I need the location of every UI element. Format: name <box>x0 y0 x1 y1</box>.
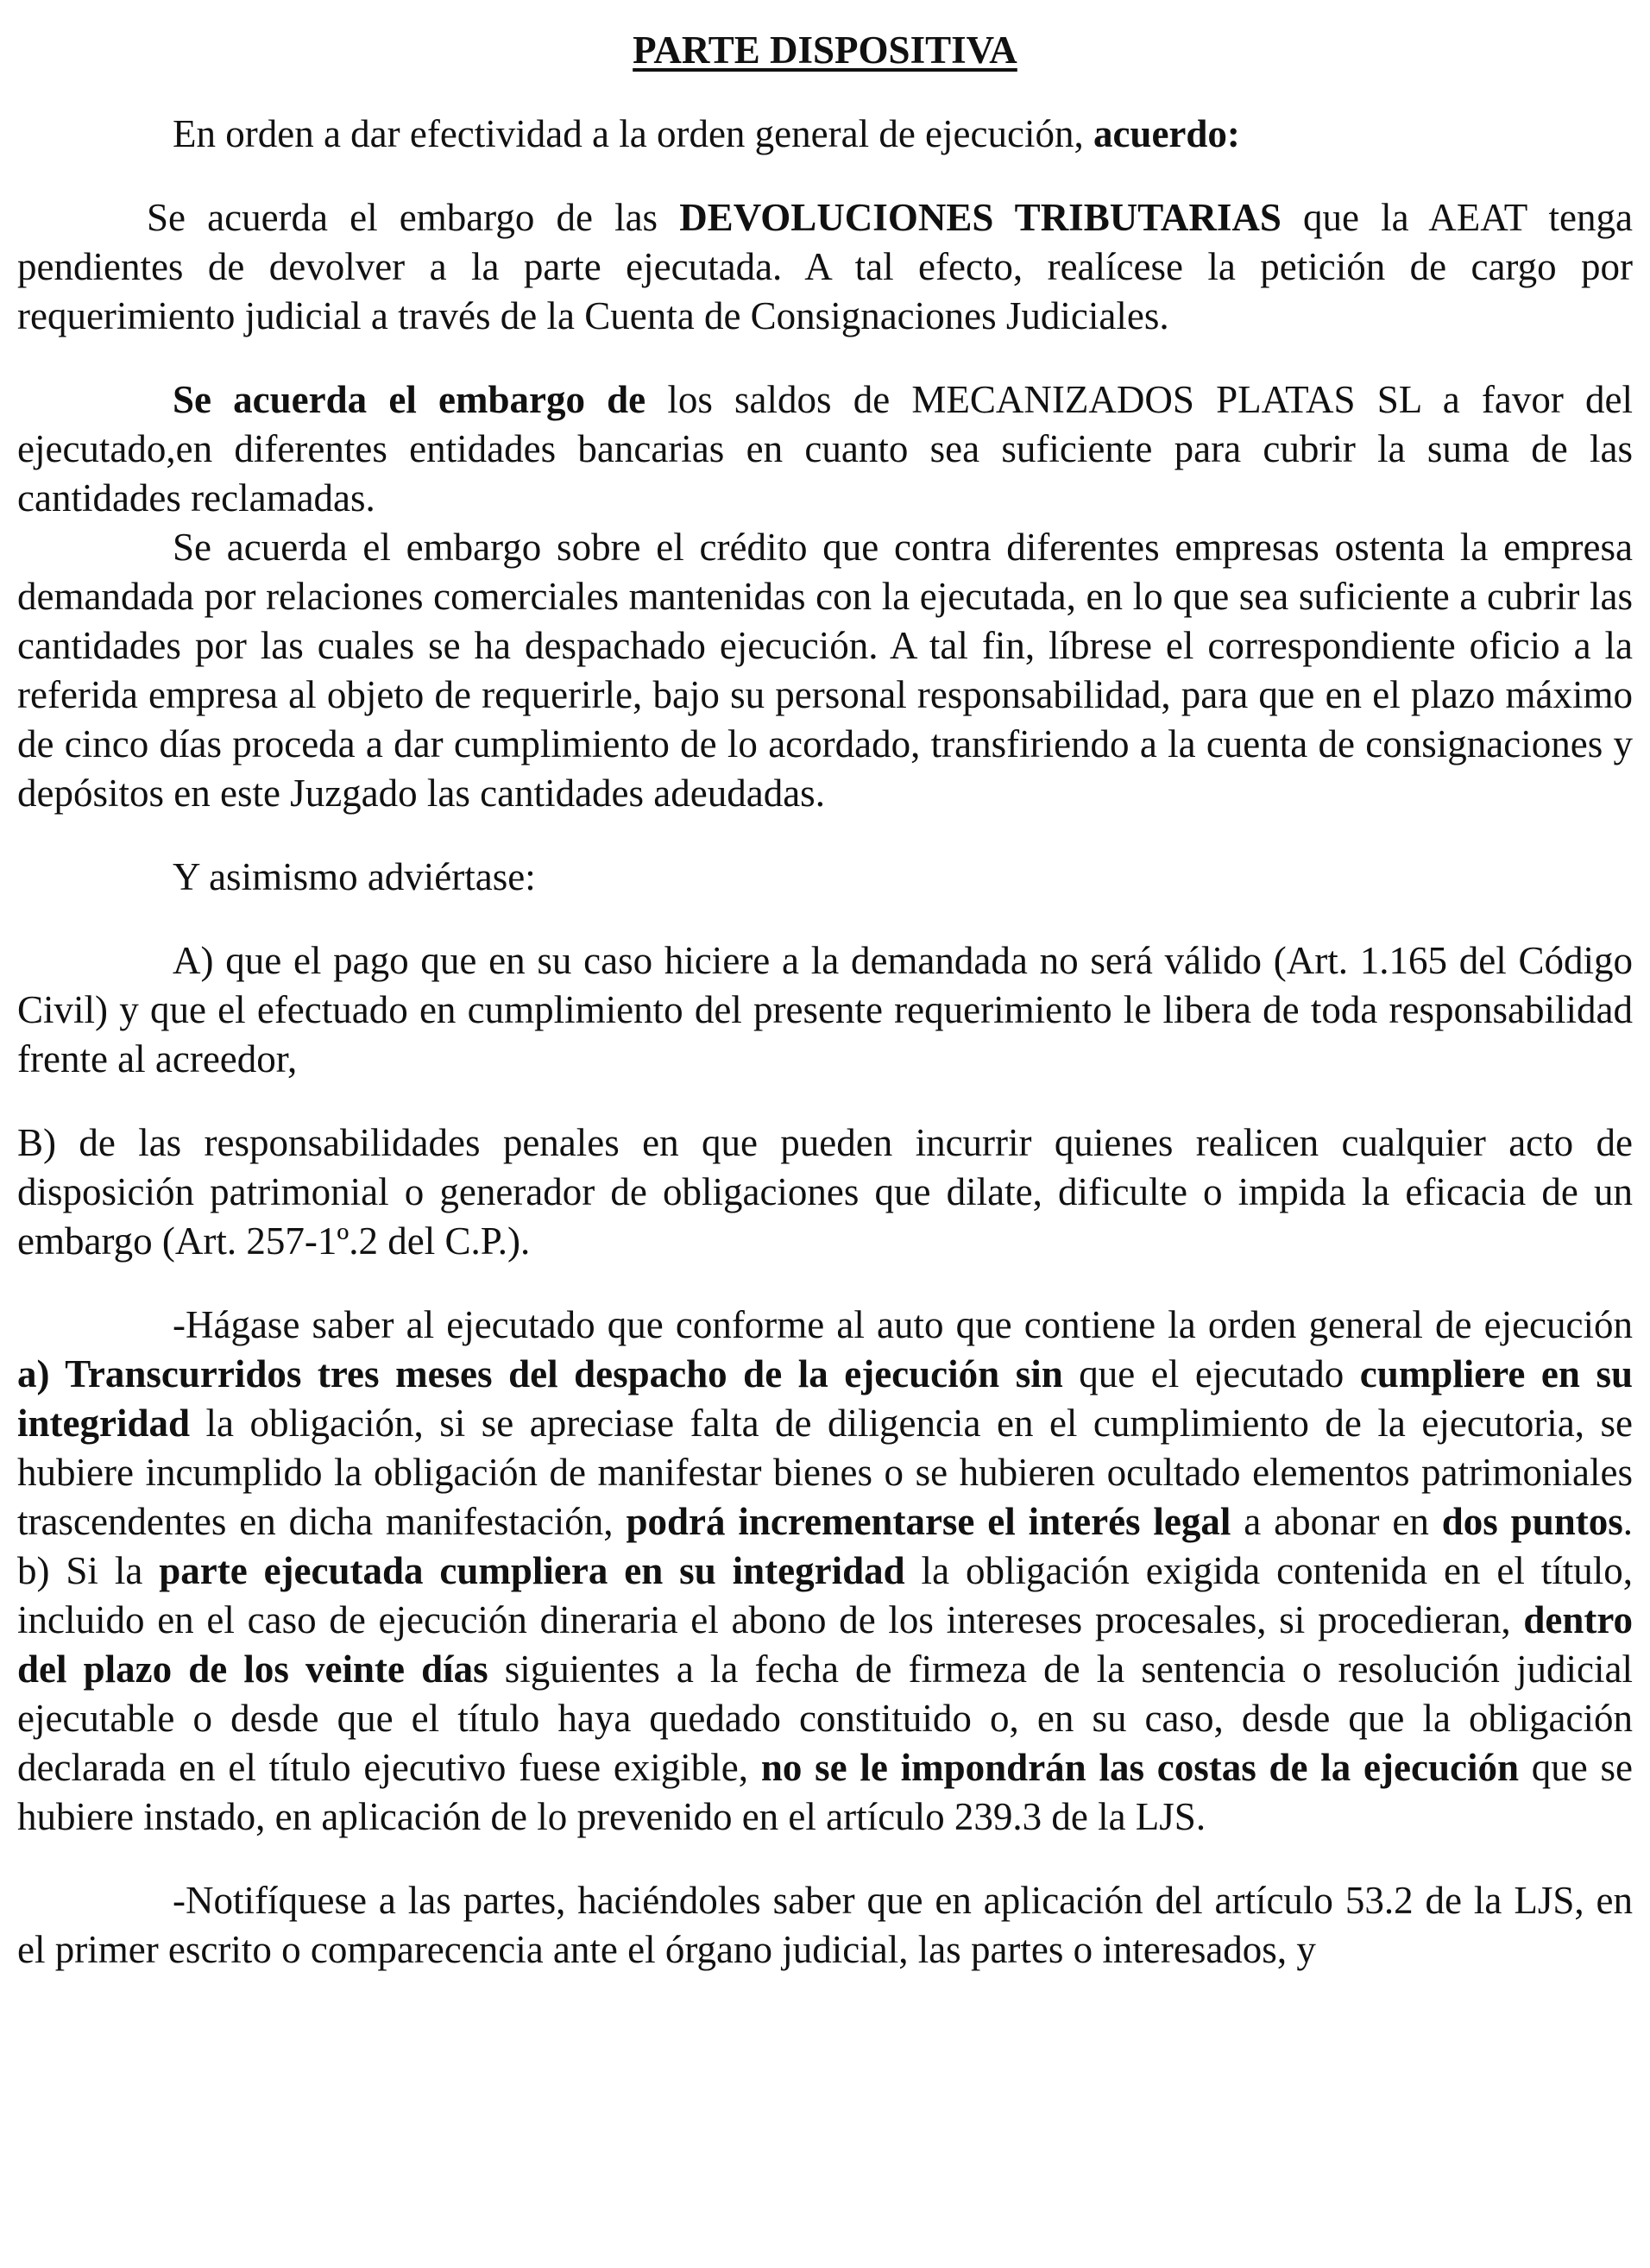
section-title: PARTE DISPOSITIVA <box>633 28 1017 72</box>
paragraph-hagase-saber <box>17 1301 1633 1842</box>
paragraph-text: -Hágase saber al ejecutado que conforme al auto que contiene la orden general de ejecución <box>173 1303 1633 1346</box>
paragraph-text: que se hubiere instado, en aplicación de lo prevenido en el artículo 239.3 de la LJS. <box>17 1746 1634 1838</box>
bold-text: dos puntos <box>1441 1500 1623 1543</box>
bold-text: Se acuerda el embargo de <box>173 378 646 421</box>
paragraph-devoluciones <box>17 193 1633 341</box>
paragraph-acuerdo <box>17 110 1633 159</box>
paragraph-notifiquese: -Notifíquese a las partes, haciéndoles saber que en aplicación del artículo 53.2 de la LJS, en el primer escrito o comparecencia ante el órgano judicial, las partes o interesados, y <box>17 1879 1633 1971</box>
paragraph-text: que la AEAT tenga pendientes de devolver a la parte ejecutada. A tal efecto, realícese la petición de cargo por requerimiento judicial a través de la Cuenta de Consignaciones Judiciales. <box>17 196 1634 337</box>
paragraph-saldos <box>17 375 1633 523</box>
paragraph-text: que el ejecutado <box>1062 1352 1360 1395</box>
paragraph-a: A) que el pago que en su caso hiciere a la demandada no será válido (Art. 1.165 del Código Civil) y que el efectuado en cumplimiento del presente requerimiento le libera de toda responsabilidad frente al acreedor, <box>17 939 1633 1080</box>
bold-text: dentro del plazo de los veinte días <box>17 1598 1633 1691</box>
bold-text: no se le impondrán las costas de la ejecución <box>760 1746 1519 1789</box>
paragraph-text: Se acuerda el embargo de las <box>147 196 680 239</box>
bold-text: parte ejecutada cumpliera en su integridad <box>159 1549 905 1592</box>
paragraph-text: En orden a dar efectividad a la orden general de ejecución, <box>173 112 1093 155</box>
paragraph-text: los saldos de MECANIZADOS PLATAS SL a favor del ejecutado,en diferentes entidades bancarias en cuanto sea suficiente para cubrir la suma de las cantidades reclamadas. <box>17 378 1633 520</box>
bold-text: podrá incrementarse el interés legal <box>626 1500 1231 1543</box>
paragraph-text: la obligación exigida contenida en el título, incluido en el caso de ejecución dineraria el abono de los intereses procesales, si procedieran, <box>17 1549 1633 1641</box>
bold-text: a) Transcurridos tres meses del despacho de la ejecución sin <box>17 1352 1063 1395</box>
paragraph-text: . b) Si la <box>17 1500 1634 1592</box>
paragraph-advertencia: Y asimismo adviértase: <box>173 855 536 898</box>
paragraph-text: la obligación, si se apreciase falta de diligencia en el cumplimiento de la ejecutoria, se hubiere incumplido la obligación de manifestar bienes o se hubieren ocultado elementos patrimoniales trascendentes en dicha manifestación, <box>17 1402 1633 1543</box>
document-page <box>17 26 1633 1975</box>
paragraph-text: siguientes a la fecha de firmeza de la sentencia o resolución judicial ejecutable o desde que el título haya quedado constituido o, en su caso, desde que la obligación declarada en el título ejecutivo fuese exigible, <box>17 1647 1633 1789</box>
bold-text: DEVOLUCIONES TRIBUTARIAS <box>679 196 1282 239</box>
paragraph-text: a abonar en <box>1231 1500 1442 1543</box>
paragraph-credito: Se acuerda el embargo sobre el crédito que contra diferentes empresas ostenta la empresa demandada por relaciones comerciales mantenidas con la ejecutada, en lo que sea suficiente a cubrir las cantidades por las cuales se ha despachado ejecución. A tal fin, líbrese el correspondiente oficio a la referida empresa al objeto de requerirle, bajo su personal responsabilidad, para que en el plazo máximo de cinco días proceda a dar cumplimiento de lo acordado, transfiriendo a la cuenta de consignaciones y depósitos en este Juzgado las cantidades adeudadas. <box>17 526 1633 815</box>
paragraph-b: B) de las responsabilidades penales en que pueden incurrir quienes realicen cualquier acto de disposición patrimonial o generador de obligaciones que dilate, dificulte o impida la eficacia de un embargo (Art. 257-1º.2 del C.P.). <box>17 1121 1633 1263</box>
bold-text: cumpliere en su integridad <box>17 1352 1633 1445</box>
bold-text: acuerdo: <box>1093 112 1240 155</box>
